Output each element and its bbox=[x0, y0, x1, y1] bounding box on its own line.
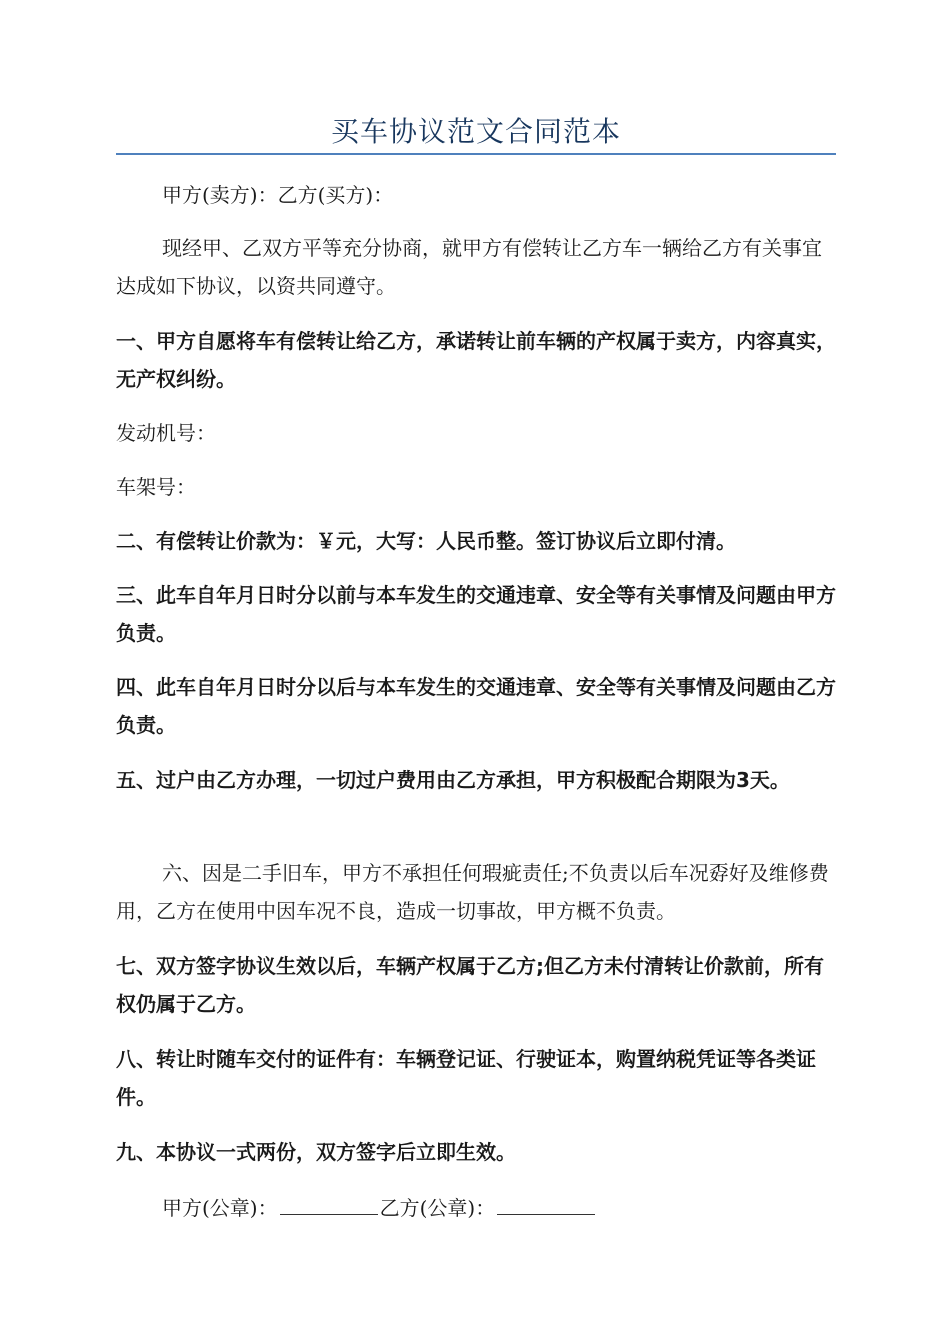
title-underline bbox=[116, 153, 836, 155]
clause-4: 四、此车自年月日时分以后与本车发生的交通违章、安全等有关事情及问题由乙方负责。 bbox=[116, 675, 836, 737]
clause-3: 三、此车自年月日时分以前与本车发生的交通违章、安全等有关事情及问题由甲方负责。 bbox=[116, 583, 836, 645]
clause-8: 八、转让时随车交付的证件有：车辆登记证、行驶证本，购置纳税凭证等各类证件。 bbox=[116, 1047, 816, 1109]
engine-number-line: 发动机号： bbox=[116, 421, 216, 445]
clause-5: 五、过户由乙方办理，一切过户费用由乙方承担，甲方积极配合期限为3天。 bbox=[116, 768, 790, 792]
intro-paragraph: 现经甲、乙双方平等充分协商，就甲方有偿转让乙方车一辆给乙方有关事宜达成如下协议，以资共同遵守。 bbox=[116, 236, 822, 298]
party-b-seal-blank[interactable] bbox=[497, 1196, 595, 1215]
party-b-seal-label: 乙方(公章)： bbox=[379, 1196, 496, 1220]
party-a-seal-blank[interactable] bbox=[280, 1196, 378, 1215]
clause-2: 二、有偿转让价款为：￥元，大写：人民币整。签订协议后立即付清。 bbox=[116, 529, 736, 553]
signature-line bbox=[116, 1189, 836, 1227]
clause-9: 九、本协议一式两份，双方签字后立即生效。 bbox=[116, 1140, 516, 1164]
frame-number-line: 车架号： bbox=[116, 475, 196, 499]
parties-line: 甲方(卖方)：乙方(买方)： bbox=[162, 183, 394, 207]
clause-7: 七、双方签字协议生效以后，车辆产权属于乙方;但乙方未付清转让价款前，所有权仍属于乙方。 bbox=[116, 954, 824, 1016]
party-a-seal-label: 甲方(公章)： bbox=[162, 1196, 278, 1220]
clause-1: 一、甲方自愿将车有偿转让给乙方，承诺转让前车辆的产权属于卖方，内容真实，无产权纠纷。 bbox=[116, 329, 836, 391]
document-title: 买车协议范文合同范本 bbox=[330, 115, 621, 148]
clause-6: 六、因是二手旧车，甲方不承担任何瑕疵责任;不负责以后车况孬好及维修费用，乙方在使用中因车况不良，造成一切事故，甲方概不负责。 bbox=[116, 861, 829, 923]
